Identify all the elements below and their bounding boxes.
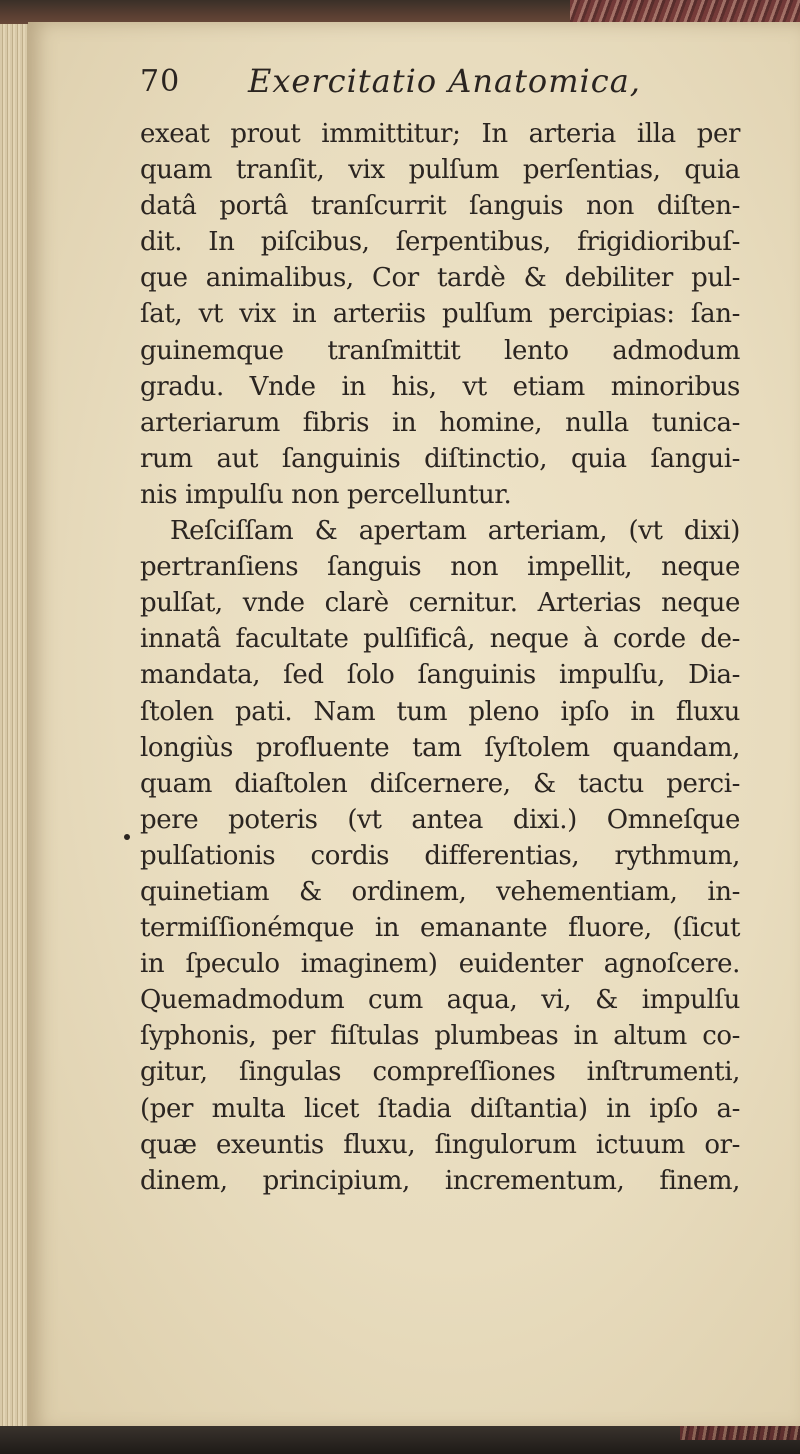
text-line: ſat, vt vix in arteriis pulſum percipias: ſan-	[140, 299, 740, 330]
binding-ornament	[680, 1426, 800, 1440]
text-line: mandata, ſed ſolo ſanguinis impulſu, Dia-	[140, 660, 740, 691]
text-line: pere poteris (vt antea dixi.) Omneſque	[140, 804, 740, 835]
running-head	[140, 58, 660, 106]
text-line: ſyphonis, per fiſtulas plumbeas in altum co-	[140, 1021, 740, 1052]
text-line: pulſat, vnde clarè cernitur. Arterias neque	[140, 588, 740, 619]
text-line: datâ portâ tranſcurrit ſanguis non diſten-	[140, 191, 740, 222]
text-line: termiſſionémque in emanante fluore, (ſicut	[140, 913, 740, 944]
body-text	[140, 116, 740, 1199]
text-line: guinemque tranſmittit lento admodum	[140, 335, 740, 366]
text-line: longiùs profluente tam ſyſtolem quandam,	[140, 732, 740, 763]
text-line: dit. In piſcibus, ſerpentibus, frigidioribuſ-	[140, 227, 740, 258]
text-line: pulſationis cordis differentias, rythmum,	[140, 840, 740, 871]
text-line: dinem, principium, incrementum, finem,	[140, 1165, 740, 1196]
text-line: exeat prout immittitur; In arteria illa per	[140, 119, 740, 149]
page-number: 70	[140, 64, 181, 99]
text-line: Quemadmodum cum aqua, vi, & impulſu	[140, 985, 740, 1016]
text-line: ſtolen pati. Nam tum pleno ipſo in fluxu	[140, 696, 740, 727]
text-line: innatâ facultate pulſificâ, neque à corde de-	[140, 624, 740, 655]
text-line: quam tranſit, vix pulſum perſentias, quia	[140, 155, 740, 186]
text-line: quæ exeuntis fluxu, ſingulorum ictuum or-	[140, 1129, 740, 1160]
text-line: que animalibus, Cor tardè & debiliter pul-	[140, 263, 740, 294]
text-line: nis impulſu non percelluntur.	[140, 479, 512, 510]
running-title: Exercitatio Anatomica,	[248, 62, 641, 100]
paragraph-start-line: Reſciſſam & apertam arteriam, (vt dixi)	[170, 516, 740, 547]
text-line: rum aut ſanguinis diſtinctio, quia ſangui-	[140, 443, 740, 474]
text-line: pertranſiens ſanguis non impellit, neque	[140, 552, 740, 583]
text-line: (per multa licet ſtadia diſtantia) in ipſo a-	[140, 1093, 740, 1124]
margin-mark	[124, 834, 130, 840]
binding-ornament	[570, 0, 800, 22]
text-line: quam diaſtolen diſcernere, & tactu perci-	[140, 768, 740, 799]
text-line: quinetiam & ordinem, vehementiam, in-	[140, 876, 740, 907]
text-line: arteriarum fibris in homine, nulla tunica-	[140, 407, 740, 438]
text-line: gitur, ſingulas compreſſiones inſtrumenti,	[140, 1057, 740, 1088]
text-line: gradu. Vnde in his, vt etiam minoribus	[140, 371, 740, 402]
text-line: in ſpeculo imaginem) euidenter agnoſcere.	[140, 949, 740, 980]
bottom-binding-edge	[0, 1426, 800, 1454]
